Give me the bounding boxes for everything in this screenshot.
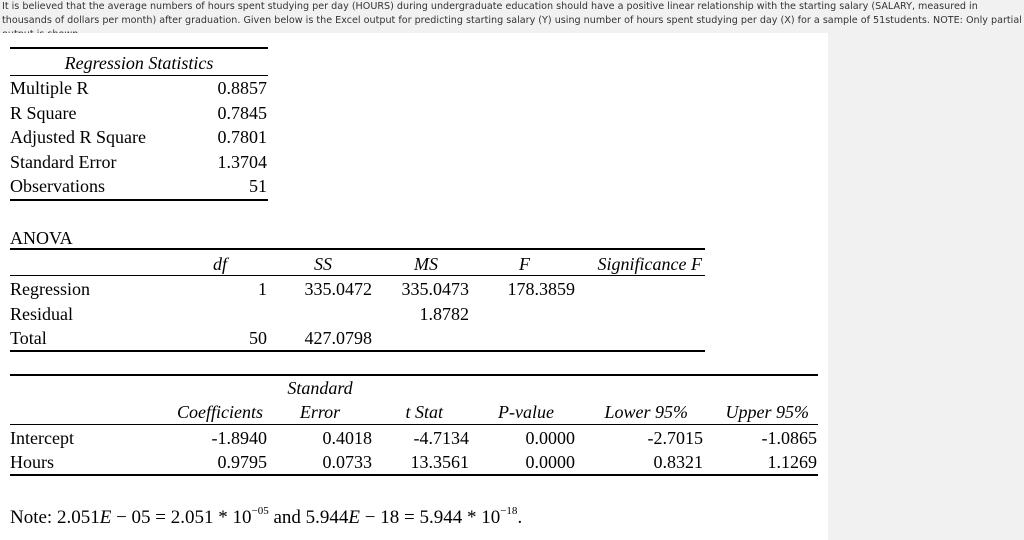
coef-cell-upper95: -1.0865 xyxy=(761,428,817,448)
anova-row-label: Regression xyxy=(10,279,90,299)
bottom-rule xyxy=(10,350,705,352)
top-rule xyxy=(10,47,268,49)
bottom-rule xyxy=(10,474,818,476)
anova-header-significance-f: Significance F xyxy=(597,254,702,274)
note-prefix: Note: 2.051 xyxy=(10,507,100,528)
anova-cell-ss: 335.0472 xyxy=(304,279,372,299)
stat-label: Adjusted R Square xyxy=(10,127,146,147)
stat-label: R Square xyxy=(10,103,77,123)
header-rule xyxy=(10,75,268,76)
anova-cell-f: 178.3859 xyxy=(507,279,575,299)
coef-cell-coefficient: -1.8940 xyxy=(211,428,267,448)
coef-row-label: Hours xyxy=(10,452,54,472)
bottom-rule xyxy=(10,199,268,201)
anova-cell-ss: 427.0798 xyxy=(304,328,372,348)
coef-cell-standard-error: 0.4018 xyxy=(322,428,372,448)
note-mid1: − 05 = 2.051 * 10 xyxy=(111,507,252,528)
coef-header-se-top: Standard xyxy=(287,378,353,398)
coef-row-label: Intercept xyxy=(10,428,74,448)
stat-label: Standard Error xyxy=(10,152,117,172)
coef-header-coefficients: Coefficients xyxy=(177,402,263,422)
header-rule xyxy=(10,424,818,425)
scientific-notation-note xyxy=(10,500,522,529)
top-rule xyxy=(10,248,705,250)
stat-label: Multiple R xyxy=(10,78,89,98)
coef-header-lower95: Lower 95% xyxy=(604,402,688,422)
anova-row-label: Residual xyxy=(10,304,73,324)
stat-value: 0.7801 xyxy=(217,127,267,147)
coef-cell-pvalue: 0.0000 xyxy=(525,452,575,472)
coef-cell-tstat: 13.3561 xyxy=(410,452,469,472)
note-end: . xyxy=(517,507,523,528)
top-rule xyxy=(10,374,818,376)
anova-header-ss: SS xyxy=(314,254,332,274)
coef-cell-standard-error: 0.0733 xyxy=(322,452,372,472)
anova-cell-df: 50 xyxy=(249,328,267,348)
note-exp1: −05 xyxy=(251,505,269,517)
note-exp2: −18 xyxy=(500,505,518,517)
coef-cell-lower95: 0.8321 xyxy=(653,452,703,472)
regression-statistics-title: Regression Statistics xyxy=(64,53,214,73)
coef-cell-lower95: -2.7015 xyxy=(647,428,703,448)
header-rule xyxy=(10,275,705,276)
note-e2: E xyxy=(348,507,361,528)
coef-cell-tstat: -4.7134 xyxy=(413,428,469,448)
anova-row-label: Total xyxy=(10,328,47,348)
stat-value: 51 xyxy=(249,176,267,196)
note-mid2: − 18 = 5.944 * 10 xyxy=(360,507,501,528)
coef-cell-pvalue: 0.0000 xyxy=(525,428,575,448)
coef-header-upper95: Upper 95% xyxy=(725,402,809,422)
anova-header-f: F xyxy=(519,254,530,274)
stat-value: 0.8857 xyxy=(217,78,267,98)
anova-header-df: df xyxy=(212,254,227,274)
coef-header-se-bottom: Error xyxy=(299,402,341,422)
note-e1: E xyxy=(99,507,112,528)
anova-cell-df: 1 xyxy=(258,279,267,299)
coef-cell-upper95: 1.1269 xyxy=(767,452,817,472)
stat-value: 1.3704 xyxy=(217,152,267,172)
coef-header-pvalue: P-value xyxy=(498,402,554,422)
intro-text: It is believed that the average numbers of hours spent studying per day (HOURS) during undergraduate education should have a positive linear relationship with the starting salary (SALARY, measured in thousands of dollars per month) after graduation. Given below is the Excel output for predicting starting salary (Y) using number of hours spent studying per day (X) for a sample of 51students. NOTE: Only partial xyxy=(2,1,1022,26)
anova-cell-ms: 1.8782 xyxy=(419,304,469,324)
anova-header-ms: MS xyxy=(414,254,438,274)
coef-header-tstat: t Stat xyxy=(405,402,443,422)
stat-label: Observations xyxy=(10,176,105,196)
note-and: and 5.944 xyxy=(268,507,349,528)
anova-cell-ms: 335.0473 xyxy=(401,279,469,299)
coef-cell-coefficient: 0.9795 xyxy=(217,452,267,472)
regression-output-panel xyxy=(0,33,828,540)
stat-value: 0.7845 xyxy=(217,103,267,123)
anova-title: ANOVA xyxy=(10,228,73,248)
